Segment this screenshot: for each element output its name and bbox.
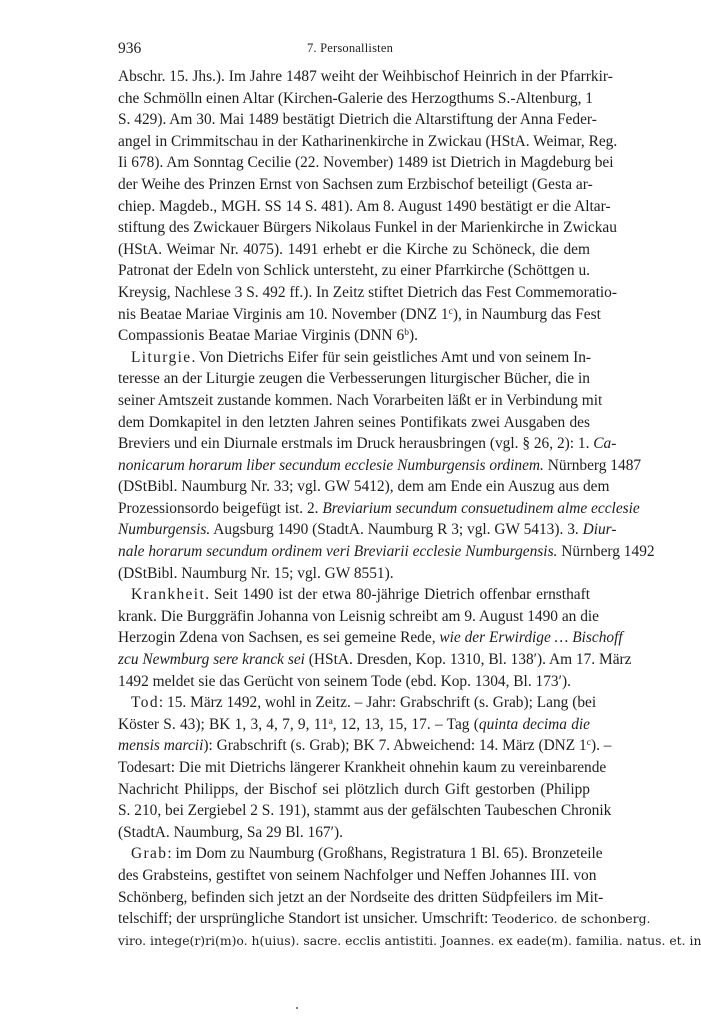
text-line [118,757,607,779]
text-line [118,109,597,131]
text-line [118,671,590,693]
blackletter-text: Teoderico. de schonberg. [492,911,651,927]
text-line [118,88,593,110]
italic-text: Ca- [593,435,617,453]
italic-text: zcu Newmburg sere kranck sei [118,651,305,669]
text-line [118,239,590,261]
text-line [118,714,590,736]
text-line [118,908,651,930]
italic-text: Breviarium secundum consuetudinem alme ecclesie [322,499,640,517]
text-run: angel in Crimmitschau in der Katharinenkirche in Zwickau (HStA. Weimar, Reg. [118,132,618,150]
italic-text: quinta decima die [478,715,590,733]
text-run: telschiff; der ursprüngliche Standort ist unsicher. Umschrift: [118,910,493,928]
text-line [118,649,632,671]
text-run: S. 429). Am 30. Mai 1489 bestätigt Dietrich die Altarstiftung der Anna Feder- [118,111,597,129]
text-run: Herzogin Zdena von Sachsen, es sei gemeine Rede, [118,629,440,647]
text-line [118,390,603,412]
italic-text: mensis marcii [118,737,204,755]
text-run: Breviers und ein Diurnale erstmals im Druck herausbringen (vgl. § 26, 2): 1. [118,435,594,453]
text-line [118,498,640,520]
italic-text: Numburgensis. [118,521,211,539]
text-run: krank. Die Burggräfin Johanna von Leisnig schreibt am 9. August 1490 an die [118,607,600,625]
italic-text: nonicarum horarum liber secundum ecclesie Numburgensis ordinem. [118,456,544,474]
text-run: stiftung des Zwickauer Bürgers Nikolaus Funkel in der Marienkirche in Zwickau [118,219,617,237]
text-line [118,368,590,390]
text-run: Prozessionsordo beigefügt ist. 2. [118,499,323,517]
text-run: Nachricht Philipps, der Bischof sei plötzlich durch Gift gestorben (Philipp [118,780,590,798]
text-line [118,779,590,801]
text-run: Patronat der Edeln von Schlick untersteht, zu einer Pfarrkirche (Schöttgen u. [118,262,590,280]
section-heading: Liturgie [131,348,192,366]
text-line [118,692,597,714]
text-line [118,930,701,952]
text-run: Augsburg 1490 (StadtA. Naumburg R 3; vgl. GW 5413). 3. [210,521,583,539]
text-line [118,174,593,196]
text-run: ). [408,327,418,345]
text-line [118,519,617,541]
text-line [118,822,590,844]
text-line [118,347,590,369]
footer-dot [296,1007,298,1009]
text-run: seiner Amtszeit zustande kommen. Nach Vorarbeiten läßt er in Verbindung mit [118,391,603,409]
text-line [118,584,590,606]
text-line [118,455,642,477]
text-run: dem Domkapitel in den letzten Jahren seines Pontifikats zwei Ausgaben des [118,413,590,431]
text-run: ). – [590,737,612,755]
text-line [118,800,612,822]
superscript: c [448,306,453,317]
text-run: der Weihe des Prinzen Ernst von Sachsen zum Erzbischof beteiligt (Gesta ar- [118,175,593,193]
text-run: ): Grabschrift (s. Grab); BK 7. Abweichend: 14. März (DNZ 1 [203,737,587,755]
text-line [118,865,597,887]
text-run: Todesart: Die mit Dietrichs längerer Krankheit ohnehin kaum zu vereinbarende [118,759,607,776]
text-line [118,843,603,865]
superscript: c [586,738,591,749]
text-run: ), in Naumburg das Fest [452,305,601,323]
text-run: (HStA. Dresden, Kop. 1310, Bl. 138′). Am 17. März [304,651,632,669]
text-run: . Seit 1490 ist der etwa 80-jährige Dietrich offenbar ernsthaft [205,586,590,604]
text-line [118,563,590,585]
section-heading: Grab [131,845,168,863]
text-run: Schönberg, befinden sich jetzt an der Nordseite des dritten Südpfeilers im Mit- [118,888,604,906]
text-run: : 15. März 1492, wohl in Zeitz. – Jahr: Grabschrift (s. Grab); Lang (bei [158,694,597,712]
page-number: 936 [118,40,142,57]
blackletter-text: viro. intege(r)ri(m)o. h(uius). sacre. ecclis antistiti. Joannes. ex eade(m). familia. natus. et. in [118,932,701,948]
text-line [118,735,612,757]
text-line [118,217,617,239]
text-run: Nürnberg 1492 [557,543,655,561]
text-run: Köster S. 43); BK 1, 3, 4, 7, 9, 11 [118,715,329,733]
body-text [118,66,701,951]
text-run: (HStA. Weimar Nr. 4075). 1491 erhebt er die Kirche zu Schöneck, die dem [118,240,590,258]
running-head: 7. Personallisten [306,41,394,55]
text-run: . Von Dietrichs Eifer für sein geistliches Amt und von seinem In- [191,348,592,366]
text-run: (DStBibl. Naumburg Nr. 33; vgl. GW 5412), dem am Ende ein Auszug aus dem [118,478,610,496]
text-line [118,887,604,909]
text-line [118,627,623,649]
text-run: 1492 meldet sie das Gerücht von seinem Tode (ebd. Kop. 1304, Bl. 173′). [118,672,571,690]
text-line [118,325,590,347]
text-run: Compassionis Beatae Mariae Virginis (DNN 6 [118,327,405,345]
text-line [118,412,590,434]
italic-text: nale horarum secundum ordinem veri Breviarii ecclesie Numburgensis. [118,543,558,561]
text-run: (DStBibl. Naumburg Nr. 15; vgl. GW 8551). [118,564,394,582]
text-line [118,476,610,498]
text-run: S. 210, bei Zergiebel 2 S. 191), stammt aus der gefälschten Taubeschen Chronik [118,802,612,820]
italic-text: wie der Erwirdige … Bischoff [439,629,623,647]
text-line [118,282,617,304]
text-run: Ii 678). Am Sonntag Cecilie (22. November) 1489 ist Dietrich in Magdeburg bei [118,154,614,172]
text-run: chiep. Magdeb., MGH. SS 14 S. 481). Am 8. August 1490 bestätigt er die Altar- [118,197,611,215]
text-run: Abschr. 15. Jhs.). Im Jahre 1487 weiht der Weihbischof Heinrich in der Pfarrkir- [118,68,613,85]
text-run: che Schmölln einen Altar (Kirchen-Galerie des Herzogthums S.-Altenburg, 1 [118,89,593,107]
text-line [118,131,618,153]
text-run: des Grabsteins, gestiftet von seinem Nachfolger und Neffen Johannes III. von [118,866,597,884]
section-heading: Krankheit [131,586,206,604]
italic-text: Diur- [582,521,617,539]
text-run: teresse an der Liturgie zeugen die Verbesserungen liturgischer Bücher, die in [118,370,590,388]
superscript: a [328,716,333,727]
superscript: b [404,328,409,339]
text-line [118,196,611,218]
text-line [118,541,655,563]
text-run: Kreysig, Nachlese 3 S. 492 ff.). In Zeitz stiftet Dietrich das Fest Commemoratio- [118,283,617,301]
text-line [118,152,614,174]
text-line [118,304,601,326]
text-run: (StadtA. Naumburg, Sa 29 Bl. 167′). [118,823,343,841]
text-run: , 12, 13, 15, 17. – Tag ( [332,715,479,733]
text-line [118,433,617,455]
text-line [118,260,590,282]
text-run: Nürnberg 1487 [543,456,642,474]
text-line [118,606,600,628]
text-line [118,66,613,88]
text-run: nis Beatae Mariae Virginis am 10. November (DNZ 1 [118,305,449,323]
text-run: : im Dom zu Naumburg (Großhans, Registratura 1 Bl. 65). Bronzeteile [167,845,603,863]
section-heading: Tod [131,694,159,712]
